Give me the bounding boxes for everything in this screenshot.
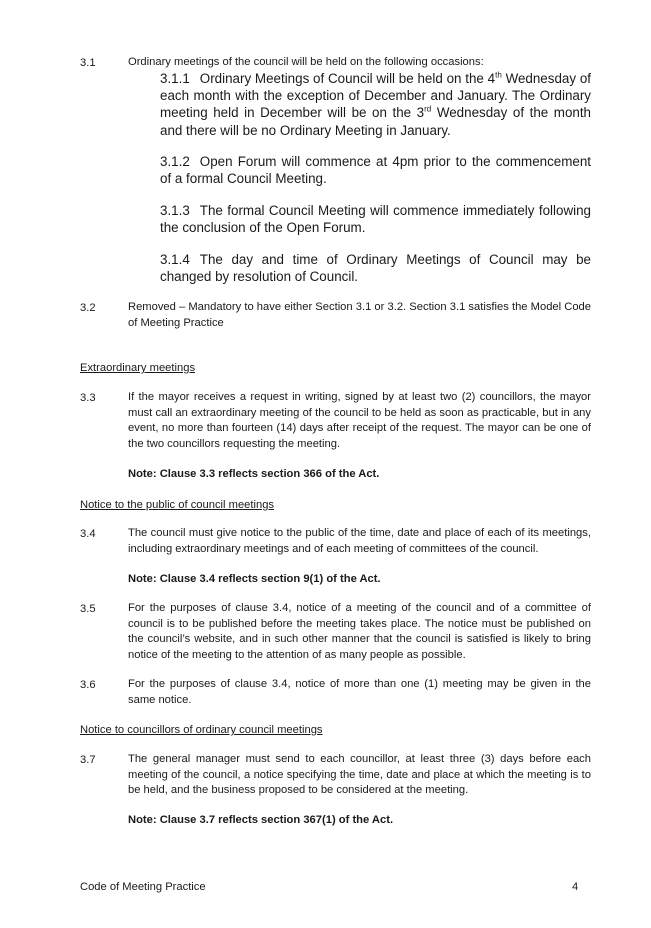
subclause-3-1-3 xyxy=(160,202,591,236)
superscript: th xyxy=(495,70,502,80)
subclause-3-1-4 xyxy=(160,251,591,285)
section-heading: Notice to councillors of ordinary council meetings xyxy=(80,724,323,736)
clause-text: For the purposes of clause 3.4, notice of a meeting of the council and of a committee of council is to be published before the meeting takes place. The notice must be published on the council’s website, and in such other manner that the council is satisfied is likely to bring notice of the meeting to the attention of as many people as possible. xyxy=(128,602,591,661)
subclause-number: 3.1.3 xyxy=(160,203,190,218)
clause-note: Note: Clause 3.7 reflects section 367(1) of the Act. xyxy=(128,814,394,826)
clause-text: For the purposes of clause 3.4, notice of more than one (1) meeting may be given in the same notice. xyxy=(128,678,591,706)
subclause-text-part: Wednesday of each month with the exception of December and January. The Ordinary meeting held in December will be on the 3 xyxy=(160,71,591,121)
clause-number: 3.5 xyxy=(80,603,96,615)
clause-number: 3.6 xyxy=(80,679,96,691)
clause-number: 3.4 xyxy=(80,528,96,540)
clause-number: 3.7 xyxy=(80,754,96,766)
clause-note: Note: Clause 3.4 reflects section 9(1) of the Act. xyxy=(128,573,381,585)
subclause-text-part: Wednesday of the month and there will be no Ordinary Meeting in January. xyxy=(160,105,592,138)
clause-text: Ordinary meetings of the council will be held on the following occasions: xyxy=(128,56,484,68)
page-number: 4 xyxy=(572,881,579,893)
clause-text: If the mayor receives a request in writing, signed by at least two (2) councillors, the mayor must call an extraordinary meeting of the council to be held as soon as practicable, but in any event, no more than fourteen (14) days after receipt of the request. The mayor can be one of the two councillors requesting the meeting. xyxy=(128,391,591,450)
section-heading: Notice to the public of council meetings xyxy=(80,499,275,511)
clause-number: 3.2 xyxy=(80,302,96,314)
subclause-number: 3.1.2 xyxy=(160,154,190,169)
superscript: rd xyxy=(424,104,432,114)
clause-text: Removed – Mandatory to have either Section 3.1 or 3.2. Section 3.1 satisfies the Model Code of Meeting Practice xyxy=(128,301,591,329)
subclause-text: Open Forum will commence at 4pm prior to the commencement of a formal Council Meeting. xyxy=(160,154,591,187)
subclause-number: 3.1.1 xyxy=(160,71,190,86)
clause-number: 3.1 xyxy=(80,57,96,69)
subclause-text-part: Ordinary Meetings of Council will be held on the 4 xyxy=(199,71,496,86)
clause-text: The council must give notice to the public of the time, date and place of each of its meetings, including extraordinary meetings and of each meeting of committees of the council. xyxy=(128,527,591,555)
subclause-text: The day and time of Ordinary Meetings of Council may be changed by resolution of Council. xyxy=(160,252,591,285)
subclause-3-1-1 xyxy=(160,70,591,139)
clause-note: Note: Clause 3.3 reflects section 366 of the Act. xyxy=(128,468,380,480)
clause-number: 3.3 xyxy=(80,392,96,404)
section-heading: Extraordinary meetings xyxy=(80,362,196,374)
subclause-number: 3.1.4 xyxy=(160,252,190,267)
clause-text: The general manager must send to each councillor, at least three (3) days before each meeting of the council, a notice specifying the time, date and place at which the meeting is to be held, and the business proposed to be considered at the meeting. xyxy=(128,753,591,797)
subclause-text: The formal Council Meeting will commence immediately following the conclusion of the Open Forum. xyxy=(160,203,591,236)
footer-title: Code of Meeting Practice xyxy=(80,881,206,893)
subclause-3-1-2 xyxy=(160,153,591,187)
